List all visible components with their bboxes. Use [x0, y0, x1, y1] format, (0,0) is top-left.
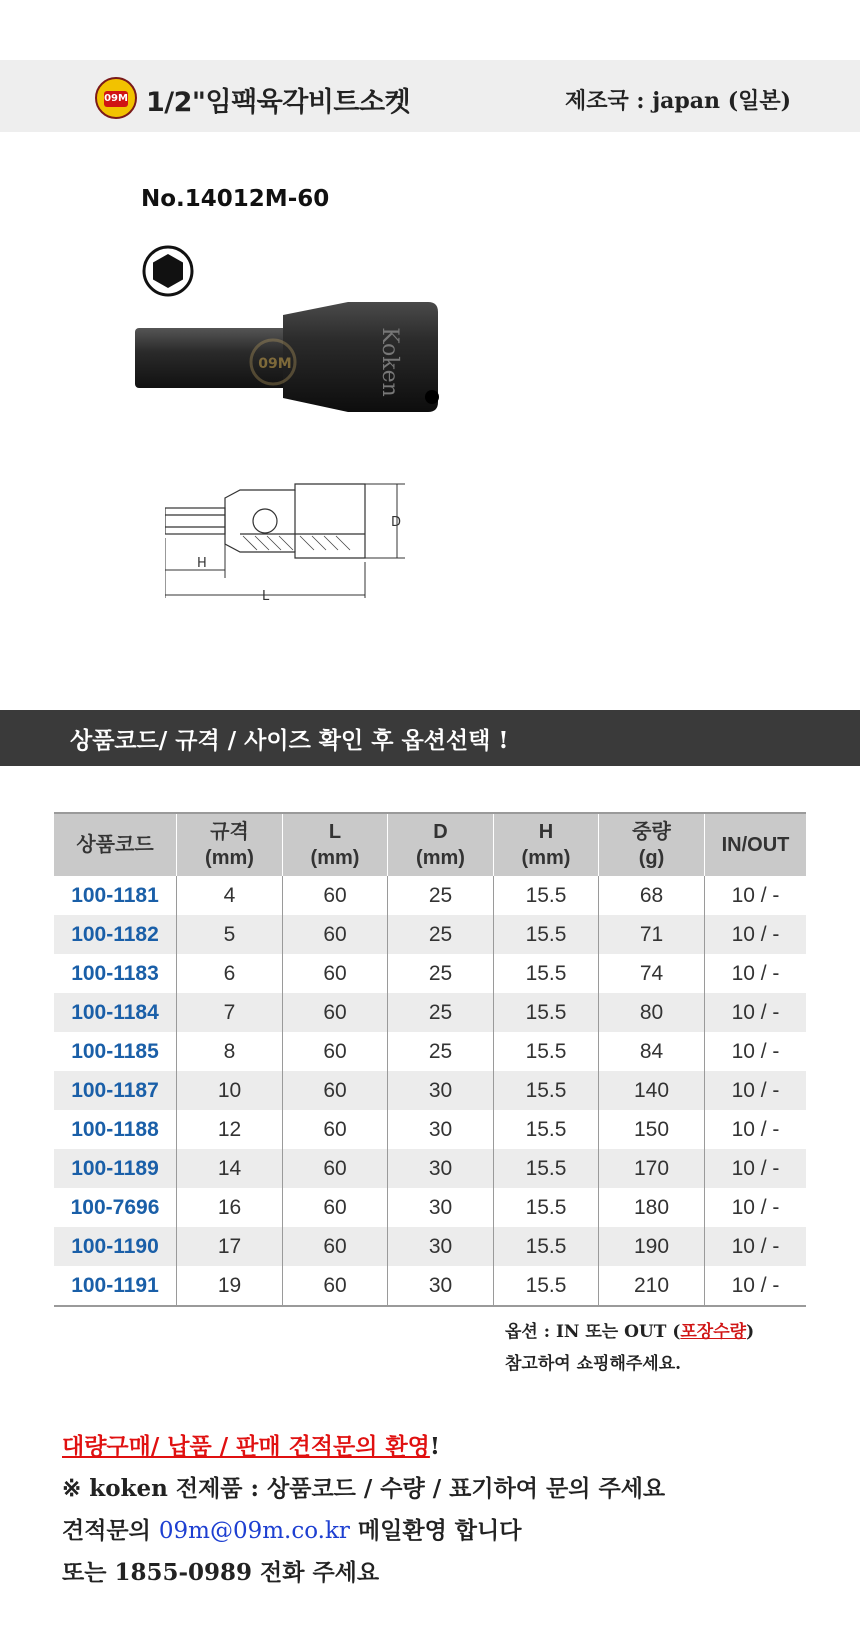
dimension-drawing	[165, 478, 425, 623]
cell-size: 17	[177, 1227, 283, 1266]
cell-h: 15.5	[494, 1110, 599, 1149]
cell-h: 15.5	[494, 1032, 599, 1071]
cell-inout: 10 / -	[705, 1110, 807, 1149]
email-contact: 견적문의 09m@09m.co.kr 메일환영 합니다	[62, 1517, 522, 1544]
cell-size: 7	[177, 993, 283, 1032]
drawing-label-l: L	[262, 589, 270, 604]
cell-weight: 190	[599, 1227, 705, 1266]
table-row	[54, 954, 806, 993]
cell-h: 15.5	[494, 1071, 599, 1110]
cell-size: 10	[177, 1071, 283, 1110]
watermark-text: 09M	[258, 356, 292, 372]
brand-logo	[95, 77, 137, 119]
cell-weight: 150	[599, 1110, 705, 1149]
product-title: 1/2"임팩육각비트소켓	[146, 87, 411, 118]
cell-l: 60	[283, 1071, 388, 1110]
cell-h: 15.5	[494, 1188, 599, 1227]
cell-inout: 10 / -	[705, 1188, 807, 1227]
packaging-qty-highlight: 포장수량	[680, 1322, 747, 1342]
col-header-d: D (mm)	[388, 813, 494, 876]
cell-d: 30	[388, 1071, 494, 1110]
cell-weight: 210	[599, 1266, 705, 1306]
email-link[interactable]: 09m@09m.co.kr	[158, 1518, 350, 1544]
phone-contact: 또는 1855-0989 전화 주세요	[62, 1559, 380, 1586]
cell-inout: 10 / -	[705, 954, 807, 993]
product-code: 100-1181	[71, 883, 159, 907]
option-note: 옵션 : IN 또는 OUT (포장수량)	[505, 1322, 755, 1342]
logo-text: 09M	[104, 91, 128, 107]
product-code: 100-1190	[54, 1227, 177, 1266]
cell-h: 15.5	[494, 876, 599, 915]
table-row	[54, 876, 806, 915]
cell-l: 60	[283, 1032, 388, 1071]
table-row	[54, 1227, 806, 1266]
cell-weight: 74	[599, 954, 705, 993]
cell-d: 30	[388, 1110, 494, 1149]
cell-d: 25	[388, 954, 494, 993]
cell-inout: 10 / -	[705, 1149, 807, 1188]
section-banner-text: 상품코드/ 규격 / 사이즈 확인 후 옵션선택 !	[70, 727, 509, 754]
bulk-order-notice: 대량구매/ 납품 / 판매 견적문의 환영!	[62, 1433, 440, 1460]
col-header-inout: IN/OUT	[705, 813, 807, 876]
table-row	[54, 1149, 806, 1188]
cell-l: 60	[283, 915, 388, 954]
table-row	[54, 1110, 806, 1149]
cell-h: 15.5	[494, 1227, 599, 1266]
cell-l: 60	[283, 993, 388, 1032]
col-header-weight: 중량 (g)	[599, 813, 705, 876]
cell-weight: 84	[599, 1032, 705, 1071]
cell-l: 60	[283, 954, 388, 993]
col-header-l: L (mm)	[283, 813, 388, 876]
cell-l: 60	[283, 1188, 388, 1227]
cell-size: 6	[177, 954, 283, 993]
cell-size: 4	[177, 876, 283, 915]
table-header-row	[54, 813, 806, 876]
cell-d: 30	[388, 1188, 494, 1227]
product-code: 100-1188	[71, 1117, 159, 1141]
origin-country: 제조국 : japan (일본)	[565, 88, 792, 114]
product-code: 100-1182	[54, 915, 177, 954]
spec-table	[54, 812, 806, 1307]
col-header-size: 규격 (mm)	[177, 813, 283, 876]
product-code: 100-7696	[70, 1195, 160, 1219]
product-code: 100-1184	[54, 993, 177, 1032]
cell-size: 19	[177, 1266, 283, 1306]
product-code: 100-1187	[54, 1071, 177, 1110]
cell-inout: 10 / -	[705, 993, 807, 1032]
model-number: No.14012M-60	[141, 186, 330, 212]
cell-weight: 180	[599, 1188, 705, 1227]
cell-weight: 80	[599, 993, 705, 1032]
cell-inout: 10 / -	[705, 915, 807, 954]
cell-size: 8	[177, 1032, 283, 1071]
cell-d: 30	[388, 1266, 494, 1306]
cell-h: 15.5	[494, 993, 599, 1032]
product-code: 100-1189	[54, 1149, 177, 1188]
cell-size: 12	[177, 1110, 283, 1149]
cell-l: 60	[283, 1227, 388, 1266]
cell-d: 25	[388, 1032, 494, 1071]
cell-l: 60	[283, 1110, 388, 1149]
cell-inout: 10 / -	[705, 876, 807, 915]
option-note-2: 참고하여 쇼핑해주세요.	[505, 1354, 682, 1374]
cell-d: 25	[388, 876, 494, 915]
table-row	[54, 1266, 806, 1306]
table-row	[54, 993, 806, 1032]
cell-d: 30	[388, 1149, 494, 1188]
table-row	[54, 915, 806, 954]
cell-h: 15.5	[494, 915, 599, 954]
cell-l: 60	[283, 876, 388, 915]
cell-l: 60	[283, 1149, 388, 1188]
cell-inout: 10 / -	[705, 1227, 807, 1266]
cell-weight: 170	[599, 1149, 705, 1188]
col-header-h: H (mm)	[494, 813, 599, 876]
table-row	[54, 1071, 806, 1110]
table-row	[54, 1188, 806, 1227]
cell-weight: 68	[599, 876, 705, 915]
product-code: 100-1185	[71, 1039, 159, 1063]
cell-h: 15.5	[494, 1266, 599, 1306]
drawing-label-d: D	[391, 515, 402, 530]
table-row	[54, 1032, 806, 1071]
cell-size: 14	[177, 1149, 283, 1188]
cell-weight: 140	[599, 1071, 705, 1110]
cell-inout: 10 / -	[705, 1266, 807, 1306]
col-header-code: 상품코드	[54, 813, 177, 876]
product-code: 100-1191	[71, 1273, 159, 1297]
cell-d: 25	[388, 993, 494, 1032]
cell-weight: 71	[599, 915, 705, 954]
cell-d: 25	[388, 915, 494, 954]
cell-d: 30	[388, 1227, 494, 1266]
drawing-label-h: H	[197, 556, 207, 571]
inquiry-instruction: ※ koken 전제품 : 상품코드 / 수량 / 표기하여 문의 주세요	[62, 1475, 666, 1502]
cell-inout: 10 / -	[705, 1071, 807, 1110]
product-photo	[133, 290, 453, 430]
product-code: 100-1183	[71, 961, 159, 985]
cell-inout: 10 / -	[705, 1032, 807, 1071]
cell-size: 5	[177, 915, 283, 954]
cell-l: 60	[283, 1266, 388, 1306]
cell-size: 16	[177, 1188, 283, 1227]
cell-h: 15.5	[494, 954, 599, 993]
cell-h: 15.5	[494, 1149, 599, 1188]
brand-engraving: Koken	[377, 327, 402, 397]
